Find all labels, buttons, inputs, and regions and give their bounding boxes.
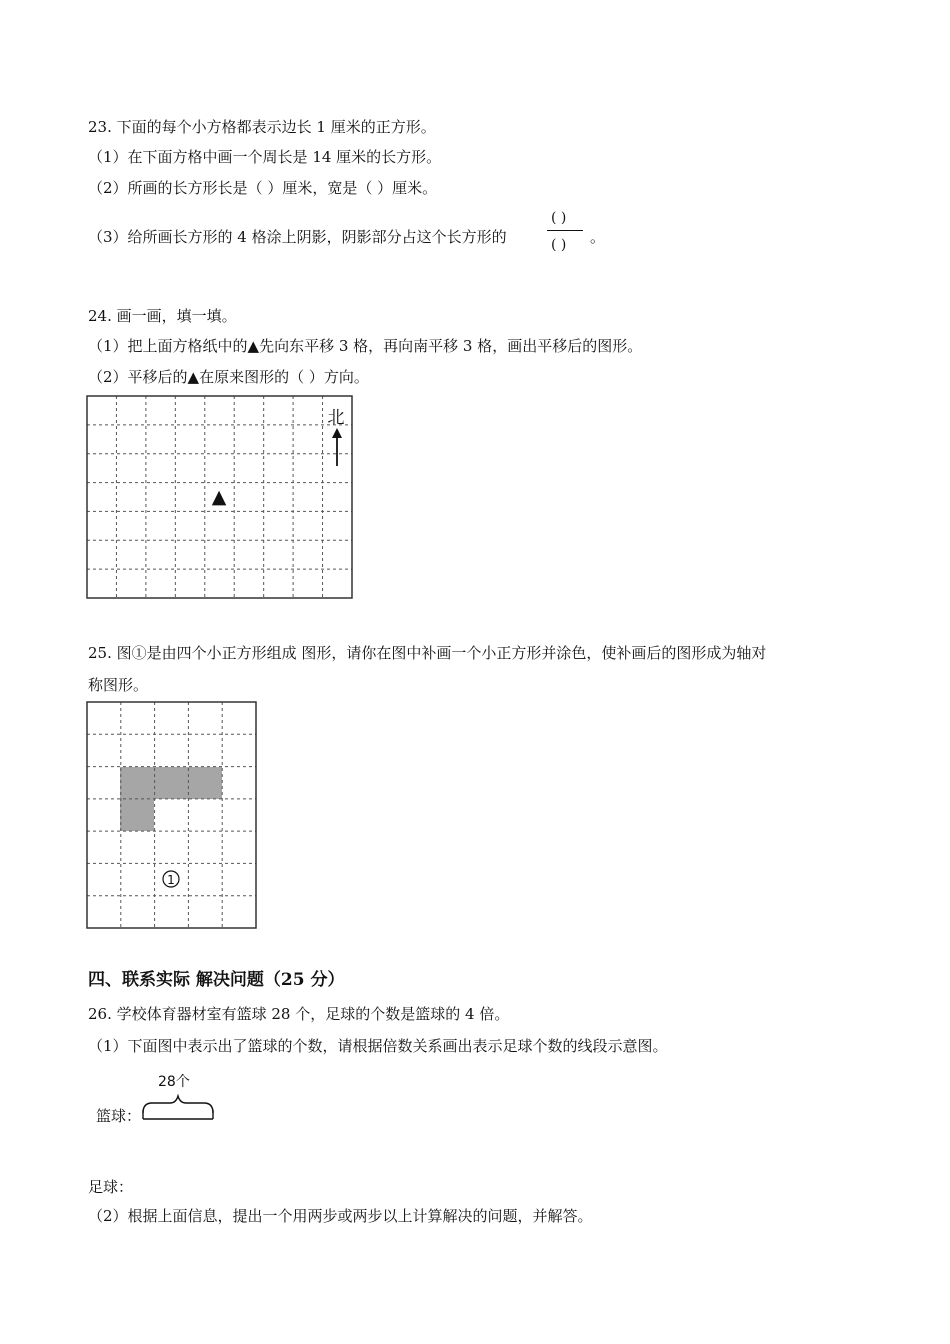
q26-part1: （1）下面图中表示出了篮球的个数，请根据倍数关系画出表示足球个数的线段示意图。 <box>88 1037 668 1055</box>
q24-grid[interactable] <box>86 395 354 601</box>
brace-label: 28个 <box>158 1074 190 1090</box>
q23-part2: （2）所画的长方形长是（ ）厘米，宽是（ ）厘米。 <box>88 179 438 197</box>
shaded-square <box>120 799 154 831</box>
section4-title: 四、联系实际 解决问题（25 分） <box>88 970 345 990</box>
basketball-label: 篮球： <box>96 1107 142 1125</box>
football-label: 足球： <box>88 1178 134 1196</box>
q24-stem: 24. 画一画，填一填。 <box>88 307 237 325</box>
q25-grid-border <box>87 702 256 928</box>
north-label: 北 <box>327 408 345 428</box>
q25-stem-line1: 25. 图①是由四个小正方形组成 图形，请你在图中补画一个小正方形并涂色，使补画后的图形成为轴对 <box>88 644 767 662</box>
figure-label: 1 <box>167 873 175 887</box>
q23-part1: （1）在下面方格中画一个周长是 14 厘米的长方形。 <box>88 148 442 166</box>
triangle-icon: ▲ <box>211 486 227 508</box>
shaded-square <box>188 767 222 799</box>
q26-stem: 26. 学校体育器材室有篮球 28 个，足球的个数是篮球的 4 倍。 <box>88 1005 510 1023</box>
q26-part2: （2）根据上面信息，提出一个用两步或两步以上计算解决的问题，并解答。 <box>88 1207 593 1225</box>
basketball-segment <box>140 1108 220 1122</box>
q25-grid[interactable] <box>86 701 258 931</box>
fraction-numerator: ( ) <box>551 210 567 226</box>
fraction-denominator: ( ) <box>551 237 567 253</box>
shaded-square <box>120 767 154 799</box>
q24-part1: （1）把上面方格纸中的▲先向东平移 3 格，再向南平移 3 格，画出平移后的图形。 <box>88 337 643 355</box>
q24-part2: （2）平移后的▲在原来图形的（ ）方向。 <box>88 368 369 386</box>
shaded-square <box>154 767 188 799</box>
fraction-bar <box>547 230 583 231</box>
q23-stem: 23. 下面的每个小方格都表示边长 1 厘米的正方形。 <box>88 118 436 136</box>
q23-part3: （3）给所画长方形的 4 格涂上阴影，阴影部分占这个长方形的 <box>88 228 507 246</box>
q23-period: 。 <box>590 228 606 246</box>
north-arrow-icon <box>332 428 342 466</box>
q25-stem-line2: 称图形。 <box>88 676 149 694</box>
